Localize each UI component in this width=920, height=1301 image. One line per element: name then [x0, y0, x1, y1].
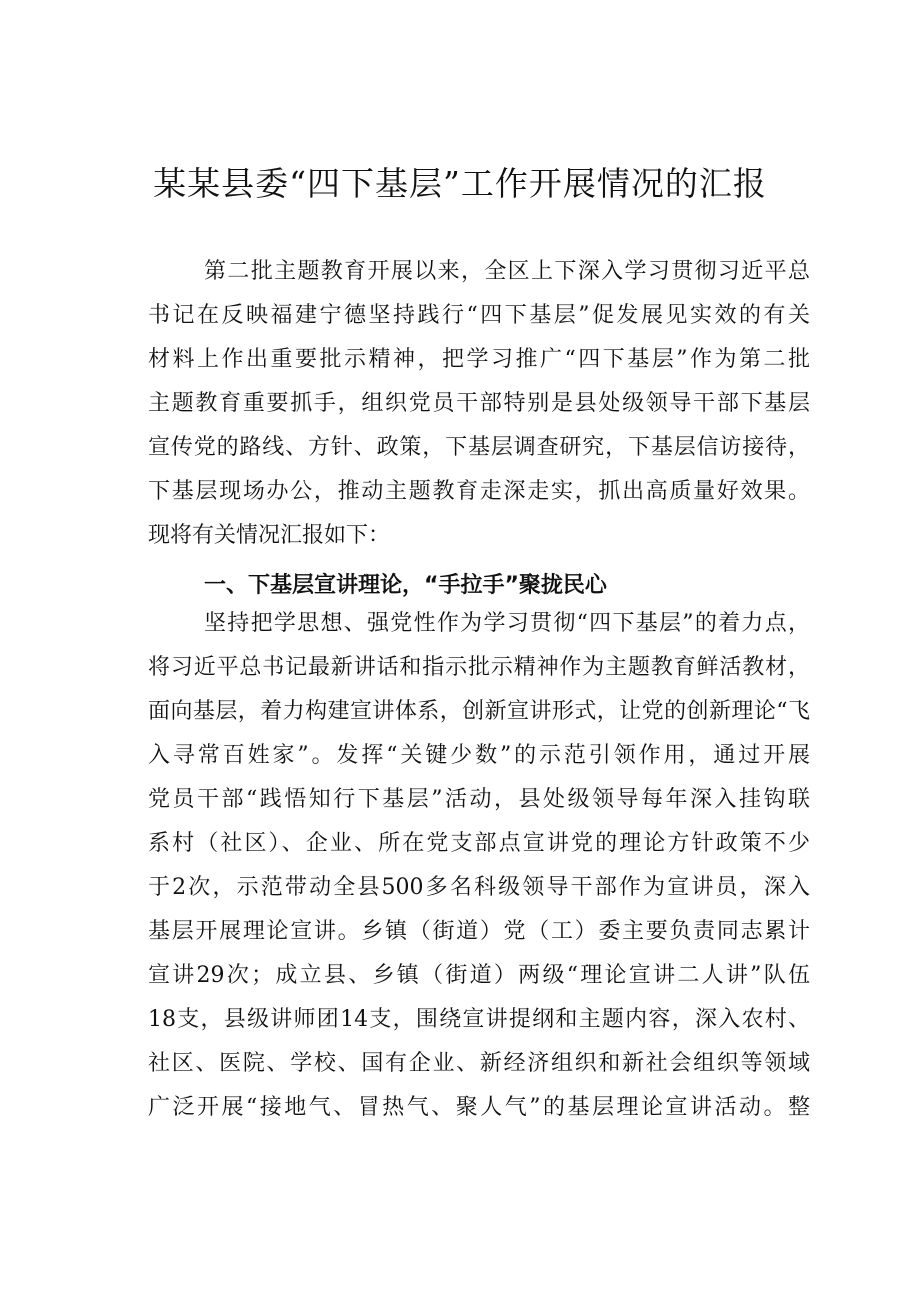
body-line: 将习近平总书记最新讲话和指示批示精神作为主题教育鲜活教材，	[148, 655, 810, 680]
document-title: 某某县委“四下基层”工作开展情况的汇报	[153, 164, 767, 203]
intro-line: 主题教育重要抓手，组织党员干部特别是县处级领导干部下基层	[148, 391, 810, 416]
body-line: 宣讲29次；成立县、乡镇（街道）两级“理论宣讲二人讲”队伍	[148, 963, 810, 988]
body-line: 面向基层，着力构建宣讲体系，创新宣讲形式，让党的创新理论“飞	[148, 699, 810, 724]
body-line: 18支，县级讲师团14支，围绕宣讲提纲和主题内容，深入农村、	[148, 1007, 810, 1032]
body-line: 基层开展理论宣讲。乡镇（街道）党（工）委主要负责同志累计	[148, 919, 810, 944]
body-line: 于2次，示范带动全县500多名科级领导干部作为宣讲员，深入	[148, 875, 810, 900]
intro-line: 现将有关情况汇报如下：	[148, 523, 391, 548]
body-line: 社区、医院、学校、国有企业、新经济组织和新社会组织等领域	[148, 1051, 810, 1076]
body-line: 系村（社区）、企业、所在党支部点宣讲党的理论方针政策不少	[148, 831, 810, 856]
intro-line: 第二批主题教育开展以来，全区上下深入学习贯彻习近平总	[204, 259, 810, 284]
body-line: 党员干部“践悟知行下基层”活动，县处级领导每年深入挂钩联	[148, 787, 810, 812]
intro-line: 下基层现场办公，推动主题教育走深走实，抓出高质量好效果。	[148, 479, 810, 504]
intro-line: 材料上作出重要批示精神，把学习推广“四下基层”作为第二批	[148, 347, 810, 372]
body-line: 入寻常百姓家”。发挥“关键少数”的示范引领作用，通过开展	[148, 743, 810, 768]
body-line: 广泛开展“接地气、冒热气、聚人气”的基层理论宣讲活动。整	[148, 1095, 810, 1120]
body-line: 坚持把学思想、强党性作为学习贯彻“四下基层”的着力点，	[204, 611, 810, 636]
intro-line: 书记在反映福建宁德坚持践行“四下基层”促发展见实效的有关	[148, 303, 810, 328]
section-heading: 一、下基层宣讲理论，“手拉手”聚拢民心	[204, 573, 607, 598]
intro-line: 宣传党的路线、方针、政策，下基层调查研究，下基层信访接待，	[148, 435, 810, 460]
